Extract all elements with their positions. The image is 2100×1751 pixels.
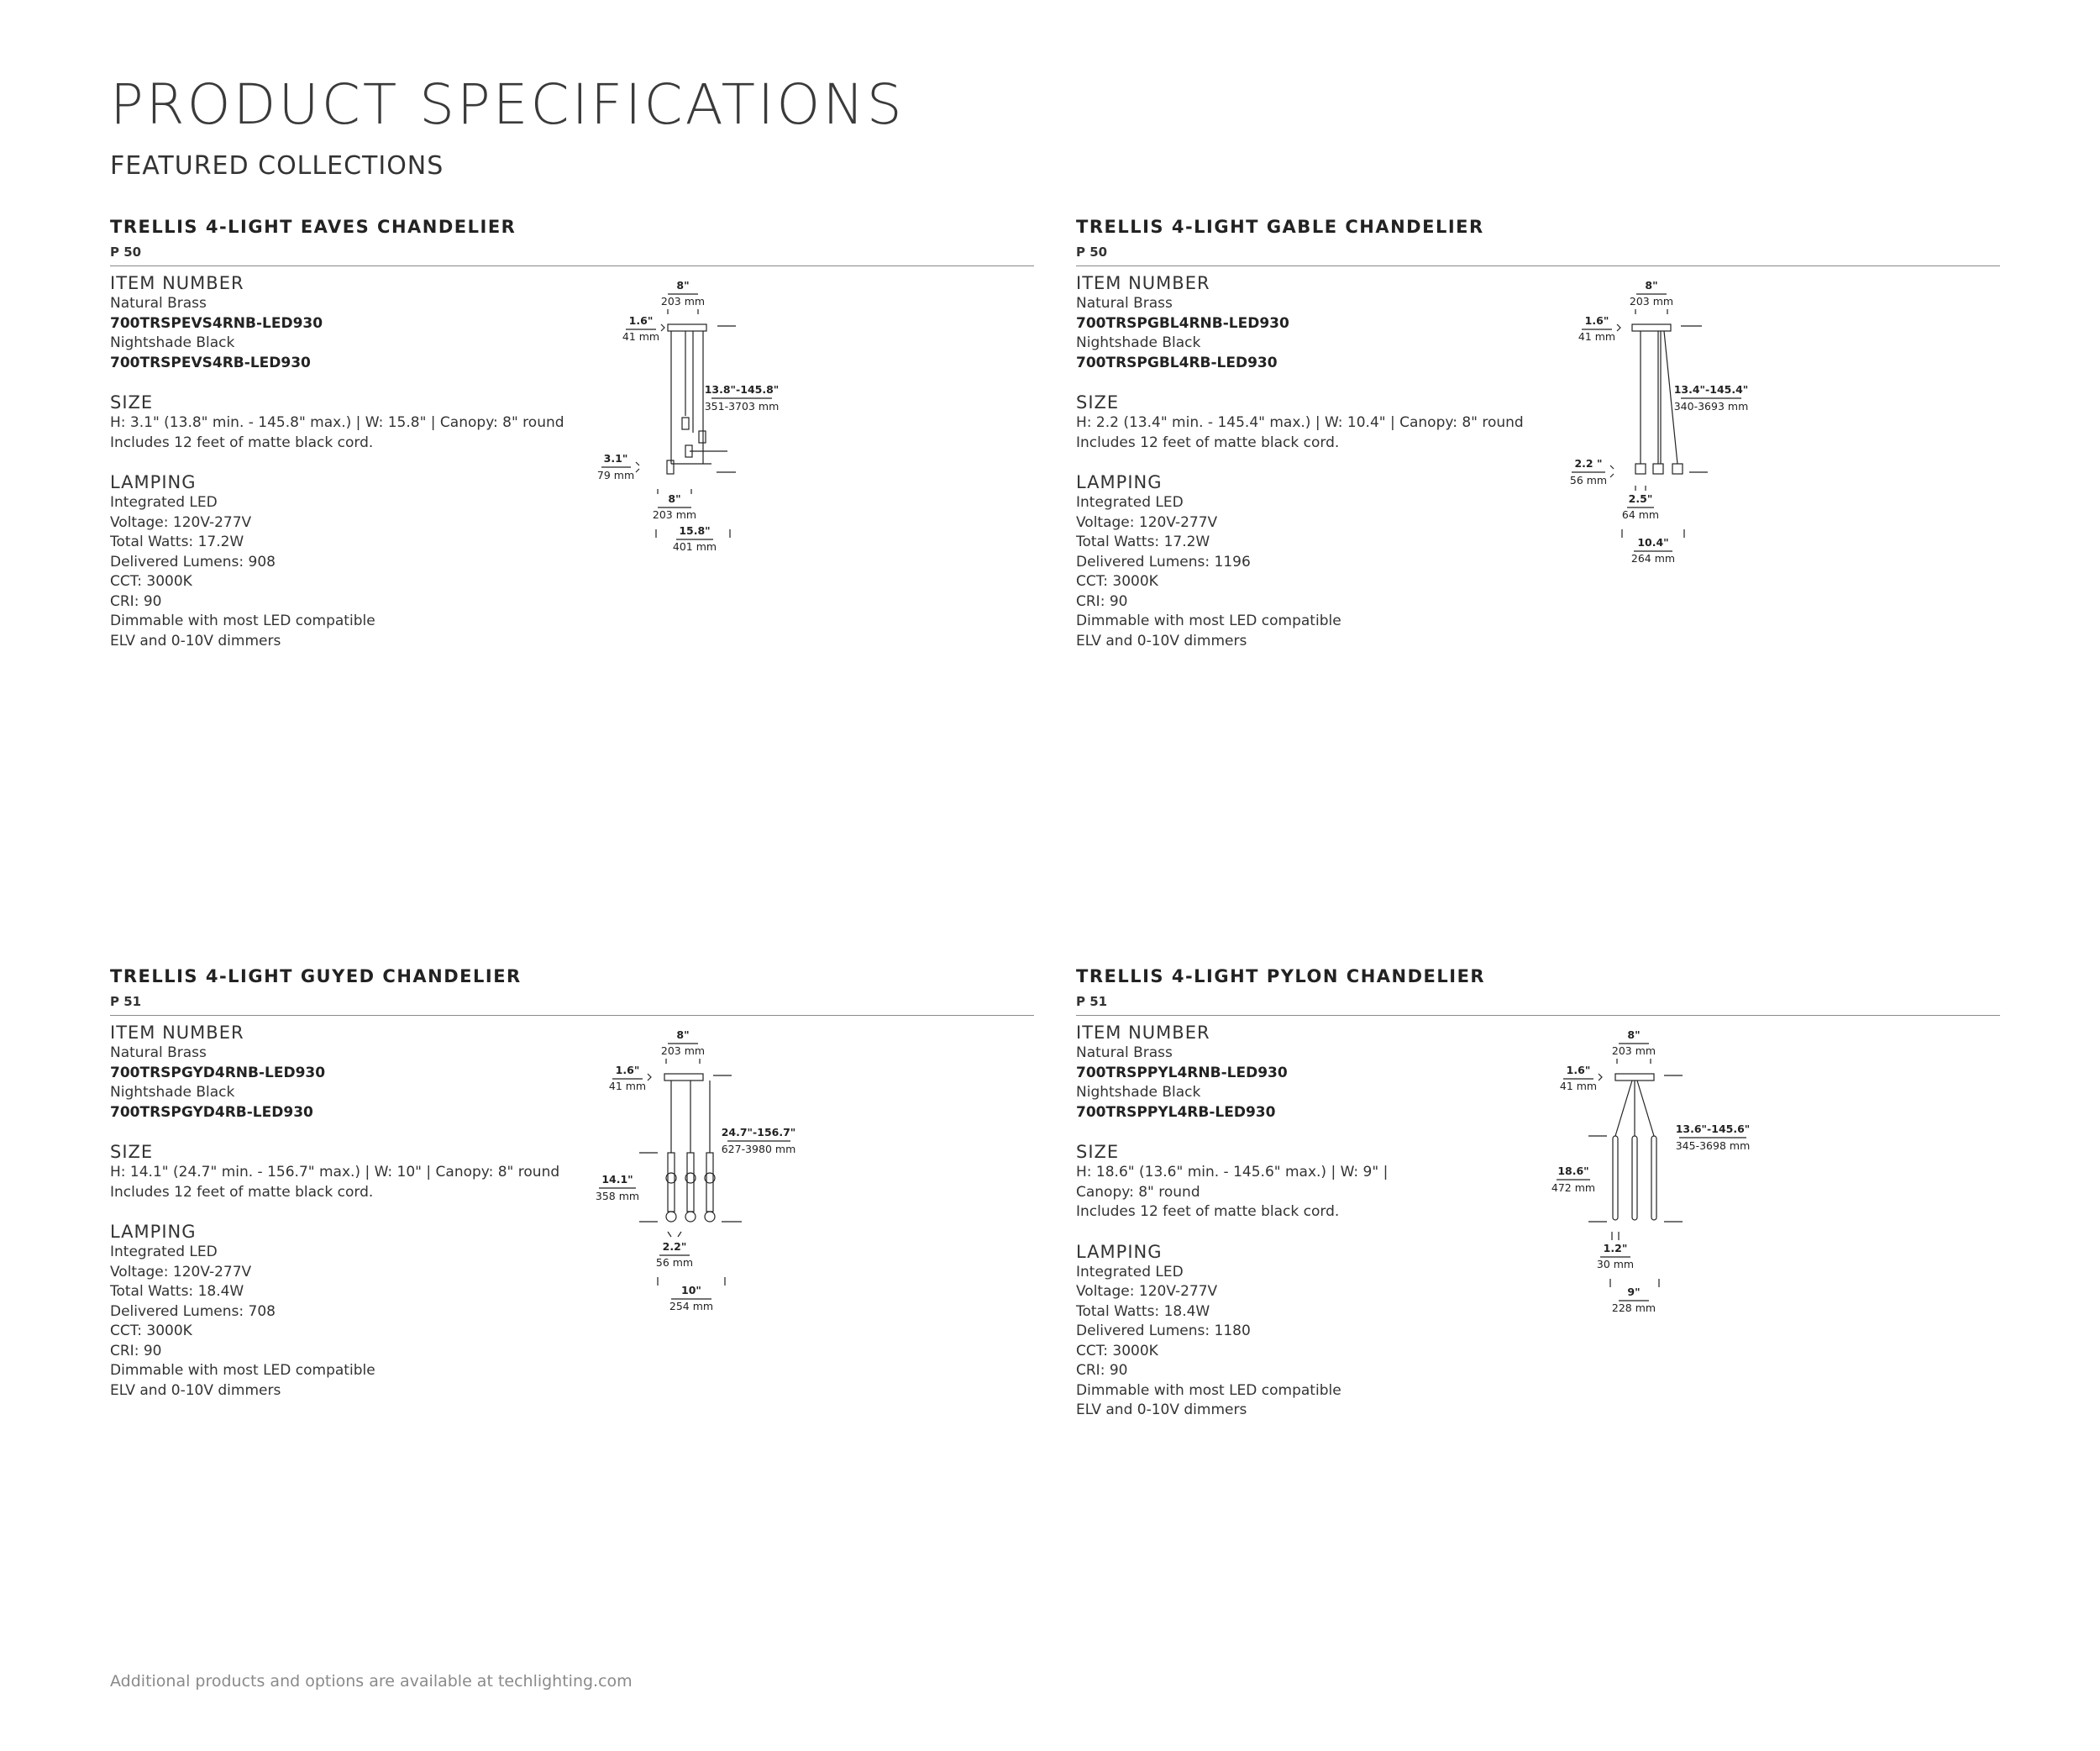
lamping-heading: LAMPING [1076, 1241, 1163, 1262]
dim-canopy-width: 8" [676, 279, 690, 292]
dim-total-width-mm: 264 mm [1630, 552, 1676, 565]
lamping-line: Integrated LED [1076, 1263, 1184, 1280]
product-gable [1076, 217, 2000, 687]
finish-name: Natural Brass [1076, 1044, 1173, 1061]
size-heading: SIZE [1076, 1142, 1120, 1162]
item-sku: 700TRSPGYD4RNB-LED930 [110, 1064, 326, 1081]
dim-canopy-width-mm: 203 mm [660, 295, 706, 308]
size-heading: SIZE [110, 1142, 154, 1162]
dim-canopy-height-mm: 41 mm [608, 1080, 647, 1092]
size-line: Includes 12 feet of matte black cord. [1076, 434, 1340, 451]
dim-inner-width-mm: 56 mm [655, 1256, 694, 1269]
product-name: TRELLIS 4-LIGHT GUYED CHANDELIER [110, 966, 522, 986]
dim-canopy-width-mm: 203 mm [660, 1044, 706, 1057]
size-line: Includes 12 feet of matte black cord. [1076, 1203, 1340, 1220]
lamping-heading: LAMPING [110, 1222, 197, 1242]
dim-total-width: 15.8" [679, 524, 711, 537]
dim-inner-width: 2.5" [1628, 492, 1653, 505]
lamping-line: Integrated LED [1076, 494, 1184, 511]
divider [110, 1015, 1034, 1016]
product-pylon [1076, 966, 2000, 1437]
product-page-ref: P 50 [1076, 245, 1108, 260]
product-page-ref: P 51 [1076, 994, 1108, 1009]
dim-total-width: 10" [681, 1284, 701, 1296]
dim-canopy-height-mm: 41 mm [622, 330, 660, 343]
lamping-line: CCT: 3000K [110, 573, 192, 590]
lamping-line: ELV and 0-10V dimmers [110, 632, 281, 649]
lamping-line: CRI: 90 [1076, 1362, 1128, 1379]
dim-inner-width-mm: 30 mm [1596, 1258, 1635, 1270]
dim-canopy-height: 1.6" [1584, 314, 1609, 327]
dim-fixture-height-mm: 56 mm [1569, 474, 1608, 486]
lamping-line: ELV and 0-10V dimmers [1076, 1401, 1247, 1418]
lamping-line: Voltage: 120V-277V [110, 513, 252, 531]
product-name: TRELLIS 4-LIGHT GABLE CHANDELIER [1076, 217, 1484, 237]
product-page-ref: P 50 [110, 245, 142, 260]
dim-canopy-height-mm: 41 mm [1559, 1080, 1598, 1092]
finish-name: Nightshade Black [110, 1084, 235, 1101]
dim-fixture-height: 2.2 " [1574, 457, 1603, 470]
dim-canopy-width-mm: 203 mm [1629, 295, 1674, 308]
dim-overall-height-mm: 340-3693 mm [1673, 400, 1749, 413]
dim-overall-height-mm: 627-3980 mm [721, 1143, 796, 1155]
lamping-heading: LAMPING [1076, 472, 1163, 492]
dim-overall-height: 24.7"-156.7" [721, 1126, 796, 1138]
size-heading: SIZE [110, 392, 154, 413]
size-heading: SIZE [1076, 392, 1120, 413]
item-sku: 700TRSPGYD4RB-LED930 [110, 1103, 313, 1121]
size-line: Includes 12 feet of matte black cord. [110, 434, 374, 451]
item-number-heading: ITEM NUMBER [1076, 1023, 1210, 1043]
dim-fixture-height: 18.6" [1557, 1165, 1589, 1177]
lamping-line: CCT: 3000K [1076, 1342, 1158, 1359]
spec-list [110, 272, 631, 651]
lamping-line: Voltage: 120V-277V [110, 1263, 252, 1280]
finish-name: Natural Brass [110, 295, 207, 312]
dimension-diagram [589, 1027, 900, 1329]
finish-name: Nightshade Black [110, 334, 235, 351]
finish-name: Natural Brass [1076, 295, 1173, 312]
lamping-line: ELV and 0-10V dimmers [1076, 632, 1247, 649]
footer-note: Additional products and options are available at techlighting.com [110, 1672, 633, 1691]
dim-total-width-mm: 254 mm [669, 1300, 714, 1312]
dim-fixture-height: 3.1" [603, 452, 628, 465]
item-number-heading: ITEM NUMBER [110, 273, 244, 293]
dimension-diagram [1551, 1027, 1866, 1329]
dimension-diagram [597, 277, 900, 580]
dim-canopy-width: 8" [1627, 1028, 1641, 1041]
spec-list [110, 1022, 631, 1401]
item-number-heading: ITEM NUMBER [1076, 273, 1210, 293]
dim-total-width: 10.4" [1637, 536, 1669, 549]
size-line: H: 14.1" (24.7" min. - 156.7" max.) | W: 10" | Canopy: 8" round [110, 1164, 560, 1180]
divider [1076, 1015, 2000, 1016]
size-line: H: 18.6" (13.6" min. - 145.6" max.) | W: 9" | [1076, 1164, 1389, 1180]
dim-total-width-mm: 401 mm [672, 540, 717, 553]
lamping-line: Delivered Lumens: 1180 [1076, 1322, 1251, 1339]
dim-inner-width: 2.2" [662, 1240, 687, 1253]
dim-overall-height: 13.6"-145.6" [1675, 1123, 1751, 1135]
size-line: Canopy: 8" round [1076, 1183, 1200, 1201]
dim-inner-width-mm: 64 mm [1621, 508, 1660, 521]
dim-fixture-height-mm: 472 mm [1551, 1181, 1596, 1194]
lamping-line: Dimmable with most LED compatible [1076, 1381, 1341, 1399]
lamping-line: Integrated LED [110, 494, 218, 511]
page-title: PRODUCT SPECIFICATIONS [110, 72, 905, 137]
lamping-line: CCT: 3000K [1076, 573, 1158, 590]
lamping-line: Dimmable with most LED compatible [1076, 613, 1341, 629]
spec-list [1076, 1022, 1597, 1421]
lamping-line: Delivered Lumens: 708 [110, 1302, 276, 1320]
dim-overall-height-mm: 345-3698 mm [1675, 1139, 1751, 1152]
dim-canopy-height: 1.6" [628, 314, 654, 327]
product-guyed [110, 966, 1034, 1437]
dim-total-width-mm: 228 mm [1611, 1301, 1656, 1314]
size-line: H: 3.1" (13.8" min. - 145.8" max.) | W: 15.8" | Canopy: 8" round [110, 414, 564, 431]
dim-overall-height: 13.8"-145.8" [704, 383, 780, 396]
item-sku: 700TRSPPYL4RB-LED930 [1076, 1103, 1276, 1121]
lamping-line: Voltage: 120V-277V [1076, 1283, 1218, 1300]
dim-overall-height: 13.4"-145.4" [1673, 383, 1749, 396]
lamping-line: CRI: 90 [110, 592, 162, 610]
lamping-line: Voltage: 120V-277V [1076, 513, 1218, 531]
dim-canopy-height: 1.6" [1566, 1064, 1591, 1076]
lamping-line: CRI: 90 [110, 1342, 162, 1359]
lamping-line: Integrated LED [110, 1244, 218, 1260]
finish-name: Nightshade Black [1076, 334, 1201, 351]
dim-inner-width: 1.2" [1603, 1242, 1628, 1254]
dim-inner-width-mm: 203 mm [652, 508, 697, 521]
product-eaves [110, 217, 1034, 687]
lamping-line: Delivered Lumens: 1196 [1076, 553, 1251, 571]
lamping-line: Total Watts: 17.2W [110, 534, 244, 550]
product-name: TRELLIS 4-LIGHT EAVES CHANDELIER [110, 217, 517, 237]
finish-name: Nightshade Black [1076, 1084, 1201, 1101]
lamping-line: Total Watts: 18.4W [110, 1283, 244, 1300]
lamping-line: ELV and 0-10V dimmers [110, 1381, 281, 1399]
dim-inner-width: 8" [668, 492, 681, 505]
item-sku: 700TRSPEVS4RB-LED930 [110, 354, 311, 371]
product-page-ref: P 51 [110, 994, 142, 1009]
lamping-line: Total Watts: 18.4W [1076, 1302, 1210, 1320]
dim-canopy-width: 8" [1645, 279, 1658, 292]
lamping-line: CRI: 90 [1076, 592, 1128, 610]
item-sku: 700TRSPGBL4RNB-LED930 [1076, 314, 1289, 332]
lamping-line: CCT: 3000K [110, 1322, 192, 1339]
lamping-line: Total Watts: 17.2W [1076, 534, 1210, 550]
dim-fixture-height-mm: 358 mm [595, 1190, 640, 1202]
lamping-heading: LAMPING [110, 472, 197, 492]
item-sku: 700TRSPEVS4RNB-LED930 [110, 314, 323, 332]
item-sku: 700TRSPPYL4RNB-LED930 [1076, 1064, 1288, 1081]
size-line: H: 2.2 (13.4" min. - 145.4" max.) | W: 10.4" | Canopy: 8" round [1076, 414, 1524, 431]
dim-fixture-height: 14.1" [601, 1173, 633, 1186]
dim-canopy-height: 1.6" [615, 1064, 640, 1076]
spec-list [1076, 272, 1597, 651]
size-line: Includes 12 feet of matte black cord. [110, 1183, 374, 1201]
lamping-line: Dimmable with most LED compatible [110, 1362, 375, 1379]
page-subtitle: FEATURED COLLECTIONS [110, 151, 444, 181]
lamping-line: Delivered Lumens: 908 [110, 553, 276, 571]
item-number-heading: ITEM NUMBER [110, 1023, 244, 1043]
lamping-line: Dimmable with most LED compatible [110, 613, 375, 629]
dim-fixture-height-mm: 79 mm [596, 469, 635, 481]
product-name: TRELLIS 4-LIGHT PYLON CHANDELIER [1076, 966, 1486, 986]
dimension-diagram [1563, 277, 1866, 580]
finish-name: Natural Brass [110, 1044, 207, 1061]
dim-overall-height-mm: 351-3703 mm [704, 400, 780, 413]
item-sku: 700TRSPGBL4RB-LED930 [1076, 354, 1278, 371]
dim-canopy-width-mm: 203 mm [1611, 1044, 1656, 1057]
dim-total-width: 9" [1627, 1286, 1641, 1298]
dim-canopy-width: 8" [676, 1028, 690, 1041]
dim-canopy-height-mm: 41 mm [1578, 330, 1616, 343]
